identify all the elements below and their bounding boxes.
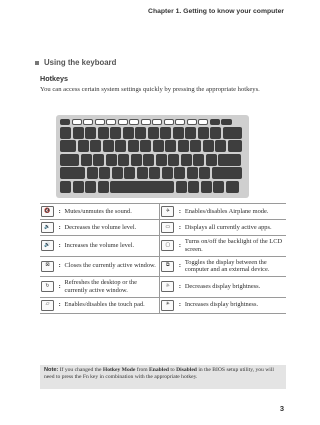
esc-key [60, 119, 70, 125]
hotkey-description: Decreases the volume level. [63, 220, 160, 236]
f1-key [72, 119, 82, 125]
note-text: If you changed the [58, 367, 103, 373]
home-key-row [60, 154, 245, 166]
page-number: 3 [279, 404, 284, 413]
separator: : [177, 236, 183, 257]
note-text: in the BIOS setup utility, you will need to press the Fn key in combination with the appropriate hotkey. [44, 367, 274, 381]
note-enabled: Enabled [149, 367, 169, 373]
f3-key [95, 119, 105, 125]
close-window-icon: ⊠ [41, 261, 54, 272]
note-label: Note: [44, 367, 59, 373]
f8-key [152, 119, 162, 125]
hotkey-description: Toggles the display between the computer and an external device. [183, 256, 286, 277]
separator: : [177, 256, 183, 277]
note-box [40, 365, 286, 389]
chapter-title: Chapter 1. Getting to know your computer [148, 8, 284, 15]
hotkey-description: Enables/disables the touch pad. [63, 297, 160, 313]
touchpad-icon: ▱ [41, 300, 54, 311]
hotkey-description: Displays all currently active apps. [183, 220, 286, 236]
app-switch-icon: ▭ [161, 222, 174, 233]
hotkey-description: Increases the volume level. [63, 236, 160, 257]
separator: : [177, 277, 183, 298]
f6-key [129, 119, 139, 125]
volume-up-icon: 🔊 [41, 240, 54, 251]
hotkey-table [40, 203, 286, 314]
separator: : [57, 204, 63, 220]
refresh-icon: ↻ [41, 281, 54, 292]
hotkey-description: Closes the currently active window. [63, 256, 160, 277]
table-row [40, 256, 286, 277]
separator: : [57, 297, 63, 313]
brightness-down-icon: ☼ [161, 281, 174, 292]
backlight-icon: ▢ [161, 240, 174, 251]
section-title [35, 58, 116, 67]
separator: : [177, 297, 183, 313]
f12-key [198, 119, 208, 125]
table-row [40, 277, 286, 298]
f7-key [141, 119, 151, 125]
f4-key [106, 119, 116, 125]
insert-key [210, 119, 220, 125]
separator: : [57, 220, 63, 236]
table-row [40, 220, 286, 236]
hotkey-description: Refreshes the desktop or the currently active window. [63, 277, 160, 298]
hotkey-description: Decreases display brightness. [183, 277, 286, 298]
hotkey-description: Enables/disables Airplane mode. [183, 204, 286, 220]
mute-icon: 🔇 [41, 206, 54, 217]
display-toggle-icon: ⧉ [161, 261, 174, 272]
table-row [40, 297, 286, 313]
separator: : [177, 204, 183, 220]
note-text: from [135, 367, 150, 373]
section-title-text: Using the keyboard [44, 58, 117, 67]
hotkey-description: Mutes/unmutes the sound. [63, 204, 160, 220]
hotkeys-heading: Hotkeys [40, 74, 68, 83]
volume-down-icon: 🔉 [41, 222, 54, 233]
note-hotkey-mode: Hotkey Mode [102, 367, 136, 373]
brightness-up-icon: ☀ [161, 300, 174, 311]
keyboard-illustration [56, 115, 249, 198]
f2-key [83, 119, 93, 125]
bullet-square-icon [35, 61, 39, 65]
function-key-row [60, 119, 245, 125]
f5-key [118, 119, 128, 125]
table-row [40, 236, 286, 257]
separator: : [177, 220, 183, 236]
f10-key [175, 119, 185, 125]
space-key-row [60, 181, 245, 193]
f11-key [187, 119, 197, 125]
table-row [40, 204, 286, 220]
note-disabled: Disabled [176, 367, 197, 373]
qwerty-key-row [60, 140, 245, 152]
separator: : [57, 277, 63, 298]
note-text: to [168, 367, 177, 373]
number-key-row [60, 127, 245, 139]
hotkeys-intro: You can access certain system settings quickly by pressing the appropriate hotkeys. [40, 86, 260, 93]
separator: : [57, 256, 63, 277]
shift-key-row [60, 167, 245, 179]
separator: : [57, 236, 63, 257]
hotkey-description: Turns on/off the backlight of the LCD screen. [183, 236, 286, 257]
delete-key [221, 119, 232, 125]
airplane-icon: ✈ [161, 206, 174, 217]
hotkey-description: Increases display brightness. [183, 297, 286, 313]
f9-key [164, 119, 174, 125]
